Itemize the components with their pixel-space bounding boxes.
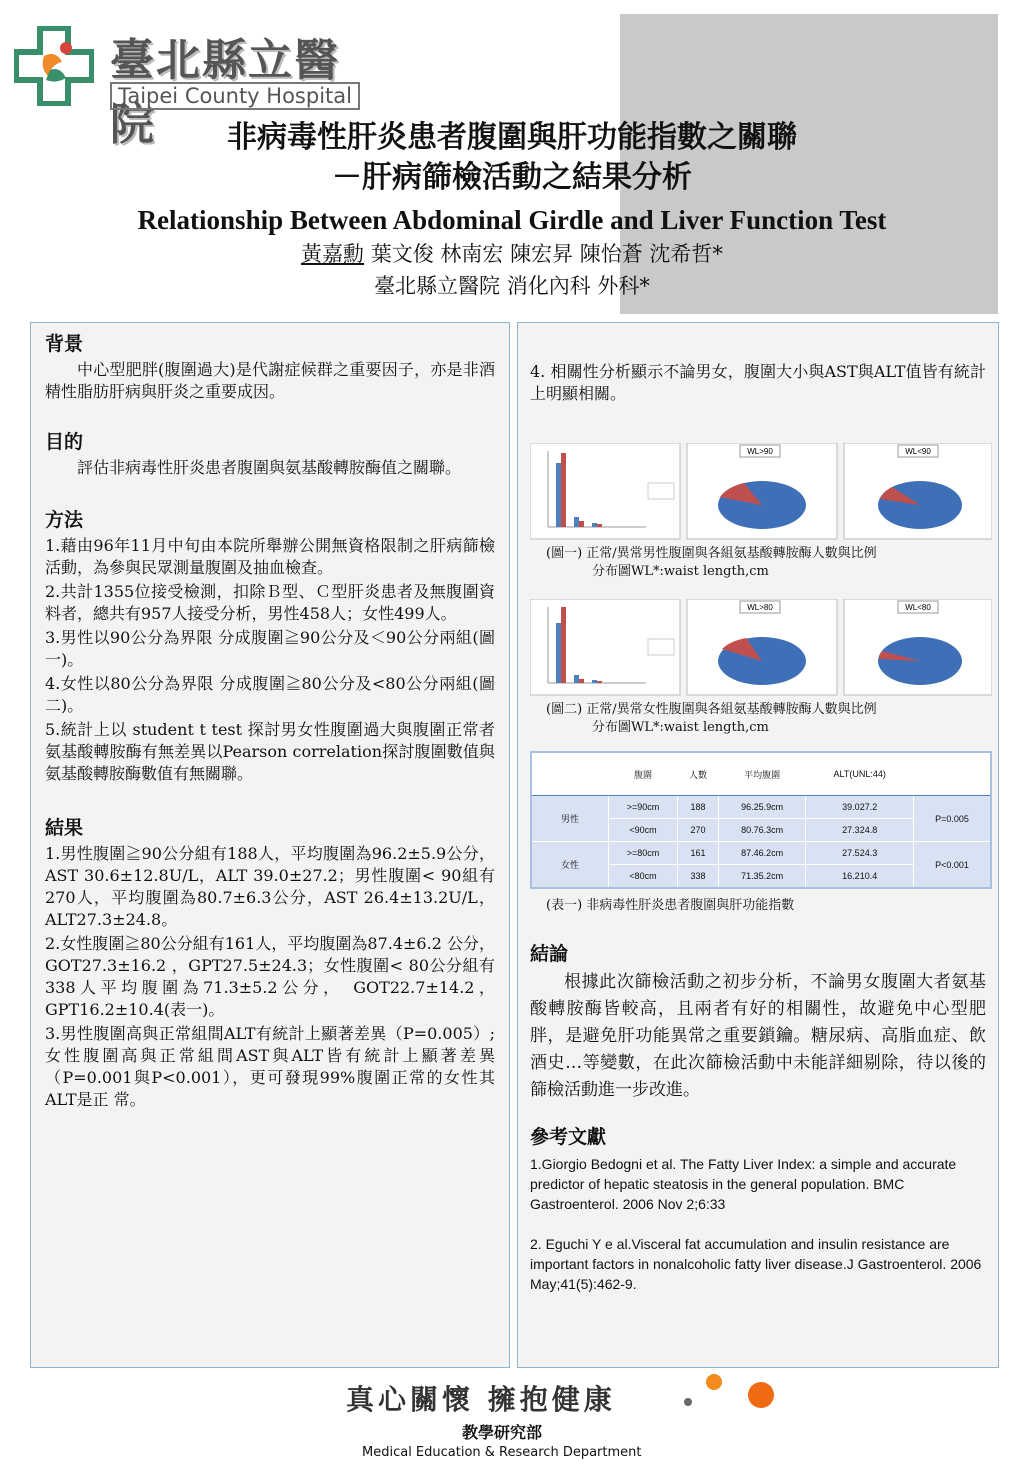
table-cell: 87.46.2cm [718,842,806,865]
methods-item: 1.藉由96年11月中旬由本院所舉辦公開無資格限制之肝病篩檢活動，為參與民眾測量腹圍及抽血檢查。 [45,536,495,577]
table-cell: 71.35.2cm [718,865,806,889]
left-panel [30,322,510,1368]
figure-1-caption-line1: (圖一) 正常/異常男性腹圍與各組氨基酸轉胺酶人數與比例 [546,546,877,561]
hospital-cross-icon [14,26,94,106]
table-cell: 16.210.4 [806,865,914,889]
reference-item: 2. Eguchi Y e al.Visceral fat accumulation and insulin resistance are important factors in nonalcoholic fatty liver disease.J Gastroenterol. 2006 May;41(5):462-9. [530,1236,982,1292]
table-header-row [531,752,991,796]
table-cell: >=80cm [609,842,678,865]
orange-dot-icon [706,1374,722,1390]
table-cell: <80cm [609,865,678,889]
figure-1 [530,443,986,541]
table-cell: 27.324.8 [806,819,914,842]
table-row [531,796,991,819]
fig1-pie-left-title: WL>90 [747,447,773,456]
table-cell: 338 [678,865,719,889]
p-value-female: P<0.001 [914,842,992,889]
fig2-pie-right-title: WL<80 [905,603,931,612]
objective-text: 評估非病毒性肝炎患者腹圍與氨基酸轉胺酶值之關聯。 [77,458,462,477]
table-header-cell: 平均腹圍 [718,752,806,796]
footer [0,1372,1024,1479]
p-value-male: P=0.005 [914,796,992,842]
affiliation: 臺北縣立醫院 消化內科 外科* [374,274,650,298]
poster-header [0,118,1024,302]
conclusion-heading: 結論 [530,943,569,965]
methods-item: 5.統計上以 student t test 探討男女性腹圍過大與腹圍正常者氨基酸轉胺酶有無差異以Pearson correlation探討腹圍數值與氨基酸轉胺酶數值有無關聯。 [45,720,495,783]
table-cell: 270 [678,819,719,842]
objective-heading: 目的 [45,431,84,453]
results-table [530,751,992,889]
hospital-logo [14,18,374,150]
table-header-cell: 人數 [678,752,719,796]
table-cell: <90cm [609,819,678,842]
table-cell: 39.027.2 [806,796,914,819]
footer-slogan: 真心關懷 擁抱健康 [346,1383,616,1416]
table-header-cell: 腹圍 [609,752,678,796]
hospital-name-cn: 臺北縣立醫院 [110,35,340,150]
figure-1-caption [546,545,986,581]
figure-2-caption-line2: 分布圖WL*:waist length,cm [592,720,769,735]
correlation-point: 4. 相關性分析顯示不論男女，腹圍大小與AST與ALT值皆有統計上明顯相關。 [530,362,986,403]
table-cell: >=90cm [609,796,678,819]
results-item: 1.男性腹圍≧90公分組有188人，平均腹圍為96.2±5.9公分，AST 30.6±12.8U/L，ALT 39.0±27.2；男性腹圍< 90組有270人，平均腹圍為80.7±6.3公分，AST 26.4±13.2U/L，ALT27.3±24.8。 [45,844,495,929]
subtitle-cn: －肝病篩檢活動之結果分析 [332,160,692,195]
references-heading: 參考文獻 [530,1126,607,1148]
fig2-pie-left-title: WL>80 [747,603,773,612]
results-item: 2.女性腹圍≧80公分組有161人，平均腹圍為87.4±6.2 公分， GOT27.3±16.2 ，GPT27.5±24.3；女性腹圍< 80公分組有338人平均腹圍為71.3±5.2公分， GOT22.7±14.2，GPT16.2±10.4(表一)。 [45,934,495,1019]
background-text: 中心型肥胖(腹圍過大)是代謝症候群之重要因子，亦是非酒精性脂肪肝病與肝炎之重要成因。 [45,360,495,401]
right-panel [517,322,999,1368]
methods-item: 2.共計1355位接受檢測，扣除Ｂ型、Ｃ型肝炎患者及無腹圍資料者，總共有957人接受分析，男性458人；女性499人。 [45,582,495,623]
other-authors: 葉文俊 林南宏 陳宏昇 陳怡蒼 沈希哲* [364,242,723,266]
figure-2-caption-line1: (圖二) 正常/異常女性腹圍與各組氨基酸轉胺酶人數與比例 [546,702,877,717]
figure-1-graphic [530,443,992,541]
orange-dot-icon [748,1382,774,1408]
female-label: 女性 [531,842,609,889]
table-cell: 80.76.3cm [718,819,806,842]
table-cell: 27.524.3 [806,842,914,865]
authors [0,238,1024,270]
results-heading: 結果 [45,817,84,839]
figure-2-graphic [530,599,992,697]
table-caption: (表一) 非病毒性肝炎患者腹圍與肝功能指數 [546,898,795,913]
title-en: Relationship Between Abdominal Girdle and Liver Function Test [137,205,887,235]
figure-1-caption-line2: 分布圖WL*:waist length,cm [592,564,769,579]
title-cn: 非病毒性肝炎患者腹圍與肝功能指數之關聯 [227,120,797,155]
department-cn: 教學研究部 [462,1423,543,1442]
table-header-cell: ALT(UNL:44) [806,752,914,796]
conclusion-text: 根據此次篩檢活動之初步分析，不論男女腹圍大者氨基酸轉胺酶皆較高，且兩者有好的相關性，故避免中心型肥胖，是避免肝功能異常之重要鎖鑰。糖尿病、高脂血症、飲酒史…等變數，在此次篩檢活動中未能詳細剔除，待以後的篩檢活動進一步改進。 [530,972,986,1100]
figure-2 [530,599,986,697]
department-en: Medical Education & Research Department [362,1445,642,1460]
first-author: 黃嘉勳 [301,242,365,266]
reference-item: 1.Giorgio Bedogni et al. The Fatty Liver Index: a simple and accurate predictor of hepatic steatosis in the general population. BMC Gastroenterol. 2006 Nov 2;6:33 [530,1156,957,1212]
grey-dot-icon [684,1398,692,1406]
table-row [531,842,991,865]
methods-item: 3.男性以90公分為界限 分成腹圍≧90公分及＜90公分兩組(圖一)。 [45,628,495,669]
male-label: 男性 [531,796,609,842]
fig1-pie-right-title: WL<90 [905,447,931,456]
background-heading: 背景 [45,333,84,355]
methods-heading: 方法 [45,509,84,531]
results-item: 3.男性腹圍高與正常組間ALT有統計上顯著差異（P=0.005）;女性腹圍高與正常組間AST與ALT皆有統計上顯著差異（P=0.001與P<0.001），更可發現99%腹圍正常的女性其ALT是正 常。 [45,1024,495,1109]
table-cell: 188 [678,796,719,819]
table-cell: 161 [678,842,719,865]
hospital-name-en: Taipei County Hospital [110,82,360,110]
figure-2-caption [546,701,986,737]
methods-item: 4.女性以80公分為界限 分成腹圍≧80公分及<80公分兩組(圖二)。 [45,674,495,715]
table-cell: 96.25.9cm [718,796,806,819]
